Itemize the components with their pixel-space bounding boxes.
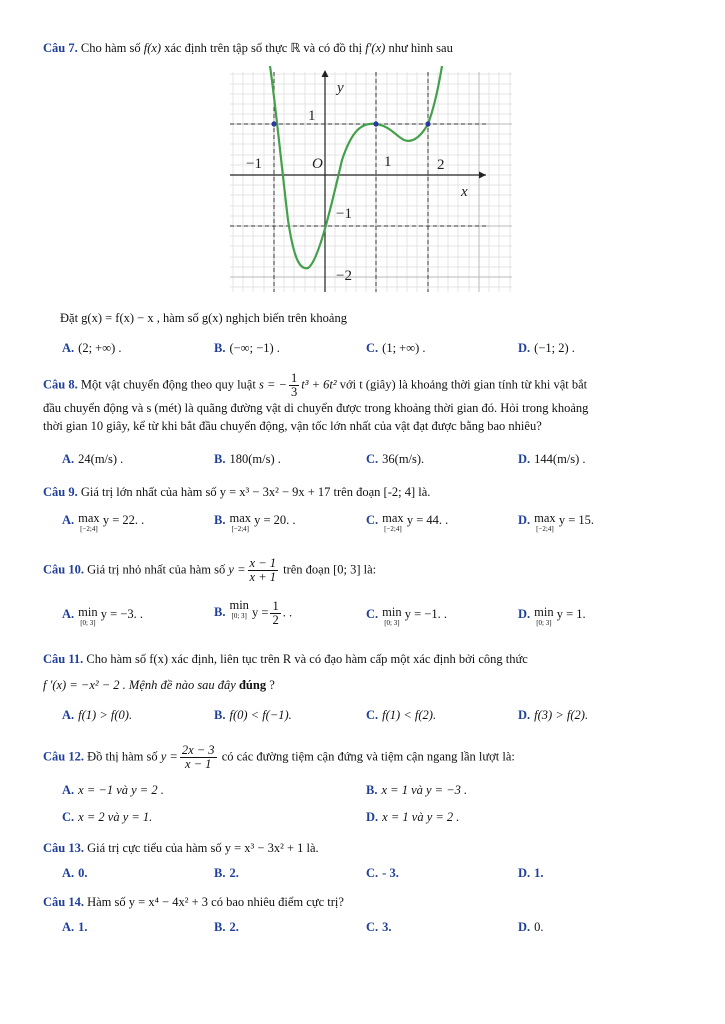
q14-option-b[interactable]: B. 2. <box>214 920 239 934</box>
q10-option-b[interactable]: B.min [0; 3] y = $\frac{1}{2}$ . . <box>214 598 293 627</box>
q8-option-c[interactable]: C. 36(m/s). <box>366 452 425 466</box>
question-12-stem: Câu 12. Đồ thị hàm số y = $\frac{2x - 3}{x - 1}$ có các đường tiệm cận đứng và tiệm cận ngang lần lượt là: <box>43 743 515 771</box>
tick-label-minus2: −2 <box>336 268 352 284</box>
q12-option-d[interactable]: D. x = 1 và y = 2 . <box>366 810 460 824</box>
question-8-label: Câu 8. <box>43 377 78 392</box>
q8-option-d[interactable]: D. 144(m/s) . <box>518 452 586 466</box>
question-14-label: Câu 14. <box>43 895 84 909</box>
q12-option-a[interactable]: A. x = −1 và y = 2 . <box>62 783 164 797</box>
q9-option-a[interactable]: A. max [−2;4] y = 22. . <box>62 511 145 533</box>
q11-option-d[interactable]: D. f(3) > f(2). <box>518 708 589 722</box>
q10-fraction: $\frac{x - 1}{x + 1}$ <box>249 556 276 584</box>
graph-point-minus1 <box>271 121 276 126</box>
question-14-stem: Câu 14. Hàm số y = x⁴ − 4x² + 3 có bao nhiêu điểm cực trị? <box>43 895 344 909</box>
origin-label: O <box>312 156 323 172</box>
q10-option-a[interactable]: A. min [0; 3] y = −3. . <box>62 605 143 627</box>
derivative-graph <box>228 63 518 296</box>
tick-label-1: 1 <box>308 108 316 124</box>
question-12-label: Câu 12. <box>43 749 84 764</box>
graph-minor-grid <box>230 72 512 292</box>
q13-option-b[interactable]: B. 2. <box>214 866 239 880</box>
q12-fraction: $\frac{2x - 3}{x - 1}$ <box>181 743 215 771</box>
y-axis-label: y <box>337 80 344 96</box>
q11-option-a[interactable]: A. f(1) > f(0). <box>62 708 133 722</box>
q13-option-c[interactable]: C. - 3. <box>366 866 399 880</box>
question-7-stem: Câu 7. Cho hàm số f(x) xác định trên tập số thực ℝ và có đồ thị f′(x) như hình sau <box>43 41 453 55</box>
q8-option-b[interactable]: B. 180(m/s) . <box>214 452 281 466</box>
q7-option-a[interactable]: A. (2; +∞) . <box>62 341 122 355</box>
q12-option-b[interactable]: B. x = 1 và y = −3 . <box>366 783 468 797</box>
q11-option-c[interactable]: C. f(1) < f(2). <box>366 708 437 722</box>
question-10-label: Câu 10. <box>43 562 84 577</box>
question-10-stem: Câu 10. Giá trị nhỏ nhất của hàm số y = $\frac{x - 1}{x + 1}$ trên đoạn [0; 3] là: <box>43 556 377 584</box>
q10-option-d[interactable]: D. min [0; 3] y = 1. <box>518 605 586 627</box>
q8-option-a[interactable]: A. 24(m/s) . <box>62 452 124 466</box>
graph-major-grid <box>230 72 512 292</box>
question-11-label: Câu 11. <box>43 652 84 666</box>
q9-option-b[interactable]: B. max [−2;4] y = 20. . <box>214 511 296 533</box>
y-axis-arrow-icon <box>322 70 329 77</box>
q7-option-d[interactable]: D. (−1; 2) . <box>518 341 575 355</box>
q9-option-d[interactable]: D. max [−2;4] y = 15. <box>518 511 594 533</box>
question-11-stem: Câu 11. Cho hàm số f(x) xác định, liên tục trên R và có đạo hàm cấp một xác định bởi công thức f ′(x) = −x² − 2 . Mệnh đề nào sau đây đúng ? <box>43 652 528 692</box>
q12-option-c[interactable]: C. x = 2 và y = 1. <box>62 810 153 824</box>
question-9-label: Câu 9. <box>43 485 78 499</box>
q14-option-d[interactable]: D. 0. <box>518 920 544 934</box>
graph-point-1 <box>373 121 378 126</box>
question-7-sub: Đặt g(x) = f(x) − x , hàm số g(x) nghịch biến trên khoảng <box>60 311 347 325</box>
q9-option-c[interactable]: C. max [−2;4] y = 44. . <box>366 511 449 533</box>
tick-label-2: 2 <box>437 157 445 173</box>
question-7-label: Câu 7. <box>43 41 78 55</box>
question-13-label: Câu 13. <box>43 841 84 855</box>
graph-point-2 <box>425 121 430 126</box>
q10-option-c[interactable]: C. min [0; 3] y = −1. . <box>366 605 447 627</box>
q7-option-c[interactable]: C. (1; +∞) . <box>366 341 426 355</box>
tick-label-minus1: −1 <box>246 156 262 172</box>
x-axis-arrow-icon <box>479 172 486 179</box>
q11-option-b[interactable]: B. f(0) < f(−1). <box>214 708 292 722</box>
q14-option-a[interactable]: A. 1. <box>62 920 88 934</box>
tick-label-x1: 1 <box>384 154 392 170</box>
question-13-stem: Câu 13. Giá trị cực tiểu của hàm số y = x³ − 3x² + 1 là. <box>43 841 319 855</box>
q13-option-d[interactable]: D. 1. <box>518 866 544 880</box>
q13-option-a[interactable]: A. 0. <box>62 866 88 880</box>
graph-guide-lines <box>230 72 486 292</box>
q7-option-b[interactable]: B. (−∞; −1) . <box>214 341 280 355</box>
x-axis-label: x <box>461 184 468 200</box>
q8-fraction: $\frac{1}{3}$ <box>290 371 298 399</box>
question-9-stem: Câu 9. Giá trị lớn nhất của hàm số y = x³ − 3x² − 9x + 17 trên đoạn [-2; 4] là. <box>43 485 431 499</box>
q14-option-c[interactable]: C. 3. <box>366 920 392 934</box>
tick-label-y-minus1: −1 <box>336 206 352 222</box>
question-8-stem: Câu 8. Một vật chuyển động theo quy luật s = − $\frac{1}{3}$ t³ + 6t² với t (giây) là khoảng thời gian tính từ khi vật bắt đầu chuyển động và s (mét) là quãng đường vật di chuyển được trong khoảng thời gian đó. Hỏi trong khoảng thời gian 10 giây, kể từ khi bắt đầu chuyển động, vận tốc lớn nhất của vật đạt được bằng bao nhiêu? <box>43 371 589 433</box>
